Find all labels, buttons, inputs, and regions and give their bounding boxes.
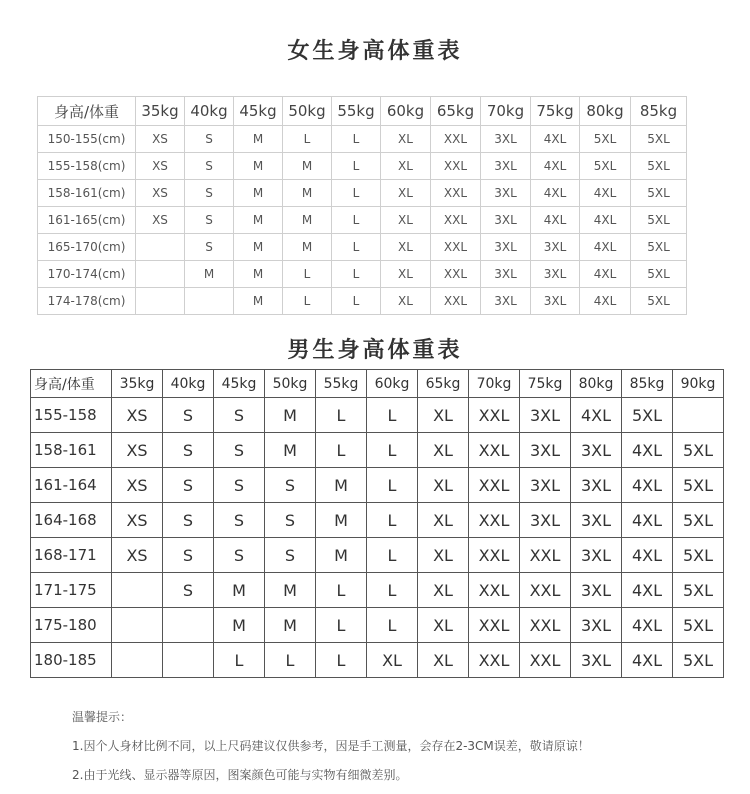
size-cell: 4XL <box>531 207 580 234</box>
size-cell: L <box>283 261 332 288</box>
size-cell: L <box>265 643 316 678</box>
height-range: 161-164 <box>31 468 112 503</box>
size-cell: XXL <box>431 126 481 153</box>
table-row <box>31 573 724 608</box>
size-cell: L <box>316 398 367 433</box>
size-cell: XXL <box>431 234 481 261</box>
men-size-table <box>30 369 724 678</box>
header-weight: 50kg <box>265 370 316 398</box>
size-cell: XS <box>136 180 185 207</box>
height-range: 164-168 <box>31 503 112 538</box>
size-cell: 3XL <box>571 608 622 643</box>
size-cell: XS <box>136 126 185 153</box>
size-cell <box>112 573 163 608</box>
size-cell: L <box>367 538 418 573</box>
size-cell: 3XL <box>531 288 580 315</box>
size-cell: M <box>234 207 283 234</box>
header-weight: 35kg <box>112 370 163 398</box>
size-cell: XL <box>418 608 469 643</box>
size-cell: 3XL <box>481 207 531 234</box>
size-cell: M <box>234 234 283 261</box>
size-cell: M <box>283 234 332 261</box>
table-row <box>38 180 687 207</box>
size-cell: XXL <box>469 398 520 433</box>
size-cell: XS <box>112 468 163 503</box>
size-cell: XXL <box>469 643 520 678</box>
size-cell: S <box>163 433 214 468</box>
men-size-chart-title: 男生身高体重表 <box>287 338 463 363</box>
size-cell: 3XL <box>571 643 622 678</box>
size-cell: L <box>367 433 418 468</box>
size-cell: XL <box>381 153 431 180</box>
header-weight: 45kg <box>214 370 265 398</box>
size-cell: XXL <box>520 538 571 573</box>
size-cell: M <box>316 503 367 538</box>
size-cell: L <box>283 126 332 153</box>
table-header-row <box>38 97 687 126</box>
size-cell: 3XL <box>481 261 531 288</box>
size-cell: XXL <box>520 573 571 608</box>
size-cell: M <box>234 153 283 180</box>
size-cell: 5XL <box>622 398 673 433</box>
size-cell: XL <box>418 573 469 608</box>
table-row <box>38 153 687 180</box>
size-cell: M <box>214 608 265 643</box>
size-cell: 5XL <box>673 538 724 573</box>
size-cell: XS <box>112 503 163 538</box>
table-row <box>31 433 724 468</box>
size-cell: L <box>367 468 418 503</box>
size-cell: S <box>185 234 234 261</box>
header-weight: 65kg <box>418 370 469 398</box>
size-cell: S <box>214 398 265 433</box>
header-weight: 75kg <box>520 370 571 398</box>
height-range: 161-165(cm) <box>38 207 136 234</box>
table-row <box>31 503 724 538</box>
size-cell: 4XL <box>580 180 631 207</box>
size-cell: S <box>265 468 316 503</box>
size-cell: XXL <box>469 503 520 538</box>
table-row <box>38 288 687 315</box>
size-cell: 4XL <box>622 433 673 468</box>
size-cell: L <box>316 433 367 468</box>
size-cell: 4XL <box>580 207 631 234</box>
table-row <box>31 398 724 433</box>
size-cell: M <box>234 126 283 153</box>
size-cell: L <box>332 207 381 234</box>
size-cell: XXL <box>520 643 571 678</box>
height-range: 170-174(cm) <box>38 261 136 288</box>
size-cell: XS <box>136 207 185 234</box>
size-cell: 3XL <box>571 503 622 538</box>
header-height-weight: 身高/体重 <box>38 97 136 126</box>
size-cell: L <box>332 180 381 207</box>
size-cell: 5XL <box>673 468 724 503</box>
size-cell: 3XL <box>571 538 622 573</box>
header-weight: 75kg <box>531 97 580 126</box>
table-row <box>31 468 724 503</box>
table-header-row <box>31 370 724 398</box>
size-cell: XXL <box>431 288 481 315</box>
size-cell: 4XL <box>622 643 673 678</box>
size-cell: S <box>265 503 316 538</box>
size-cell: S <box>214 538 265 573</box>
size-cell: XL <box>381 180 431 207</box>
height-range: 150-155(cm) <box>38 126 136 153</box>
height-range: 158-161(cm) <box>38 180 136 207</box>
size-cell: L <box>332 261 381 288</box>
size-cell: 4XL <box>622 468 673 503</box>
size-cell: 4XL <box>580 234 631 261</box>
size-cell: S <box>214 433 265 468</box>
size-cell <box>136 261 185 288</box>
size-cell: 3XL <box>520 468 571 503</box>
height-range: 175-180 <box>31 608 112 643</box>
women-size-table <box>37 96 687 315</box>
size-cell: XL <box>418 398 469 433</box>
size-cell: 5XL <box>673 643 724 678</box>
size-cell: XL <box>367 643 418 678</box>
header-weight: 40kg <box>185 97 234 126</box>
table-row <box>31 538 724 573</box>
header-weight: 55kg <box>332 97 381 126</box>
size-cell: 4XL <box>580 288 631 315</box>
size-cell: 4XL <box>622 573 673 608</box>
size-cell: 5XL <box>580 126 631 153</box>
size-cell: M <box>316 468 367 503</box>
size-cell: L <box>367 608 418 643</box>
height-range: 180-185 <box>31 643 112 678</box>
size-cell: 5XL <box>673 608 724 643</box>
size-cell: S <box>185 207 234 234</box>
size-cell <box>163 608 214 643</box>
size-cell: M <box>234 261 283 288</box>
size-cell: M <box>234 288 283 315</box>
size-cell: 5XL <box>631 126 687 153</box>
size-cell: XL <box>418 468 469 503</box>
size-cell: S <box>214 468 265 503</box>
size-cell: XL <box>381 288 431 315</box>
size-cell: 3XL <box>481 234 531 261</box>
size-cell: XS <box>112 538 163 573</box>
size-cell: XXL <box>469 608 520 643</box>
size-cell: XL <box>381 207 431 234</box>
size-cell: XS <box>136 153 185 180</box>
size-cell: XL <box>418 538 469 573</box>
header-height-weight: 身高/体重 <box>31 370 112 398</box>
size-cell: XL <box>381 126 431 153</box>
height-range: 171-175 <box>31 573 112 608</box>
size-cell <box>185 288 234 315</box>
size-cell: XL <box>418 433 469 468</box>
header-weight: 50kg <box>283 97 332 126</box>
size-cell: XXL <box>469 538 520 573</box>
size-cell: 4XL <box>571 398 622 433</box>
size-cell: M <box>265 608 316 643</box>
size-cell: XL <box>381 234 431 261</box>
size-cell: S <box>163 503 214 538</box>
size-cell: L <box>367 398 418 433</box>
height-range: 155-158 <box>31 398 112 433</box>
tips-line-2: 2.由于光线、显示器等原因，图案颜色可能与实物有细微差别。 <box>72 768 408 782</box>
size-cell: M <box>316 538 367 573</box>
size-cell <box>136 288 185 315</box>
size-cell: M <box>265 433 316 468</box>
header-weight: 70kg <box>481 97 531 126</box>
size-cell: S <box>265 538 316 573</box>
size-cell: L <box>367 503 418 538</box>
size-cell: L <box>332 288 381 315</box>
size-cell: 5XL <box>631 234 687 261</box>
size-cell: S <box>163 573 214 608</box>
size-cell: XXL <box>469 573 520 608</box>
tips-line-1: 1.因个人身材比例不同，以上尺码建议仅供参考，因是手工测量，会存在2-3CM误差，敬请原谅！ <box>72 739 590 753</box>
size-cell: 4XL <box>531 153 580 180</box>
size-cell: 4XL <box>580 261 631 288</box>
size-cell: 3XL <box>520 398 571 433</box>
header-weight: 80kg <box>580 97 631 126</box>
header-weight: 85kg <box>631 97 687 126</box>
size-cell: 3XL <box>571 573 622 608</box>
tips-heading: 温馨提示： <box>72 710 133 724</box>
size-cell: S <box>185 180 234 207</box>
size-cell: M <box>214 573 265 608</box>
size-cell: 4XL <box>622 608 673 643</box>
size-cell: 3XL <box>481 180 531 207</box>
size-cell: M <box>283 207 332 234</box>
height-range: 155-158(cm) <box>38 153 136 180</box>
size-cell <box>136 234 185 261</box>
women-size-chart-title: 女生身高体重表 <box>287 39 463 64</box>
size-cell: XXL <box>431 180 481 207</box>
size-cell: 5XL <box>673 503 724 538</box>
size-cell: 3XL <box>531 261 580 288</box>
height-range: 174-178(cm) <box>38 288 136 315</box>
size-cell: L <box>316 573 367 608</box>
size-cell: M <box>265 573 316 608</box>
size-cell: M <box>185 261 234 288</box>
size-cell: 3XL <box>571 468 622 503</box>
size-cell: 5XL <box>631 180 687 207</box>
size-cell: S <box>185 153 234 180</box>
size-cell: 5XL <box>673 573 724 608</box>
size-cell: M <box>283 153 332 180</box>
size-cell: XXL <box>469 468 520 503</box>
size-cell: XL <box>418 643 469 678</box>
size-cell: XL <box>381 261 431 288</box>
size-cell: M <box>234 180 283 207</box>
size-cell: 3XL <box>481 288 531 315</box>
size-cell: 3XL <box>520 433 571 468</box>
size-cell: L <box>283 288 332 315</box>
table-row <box>31 643 724 678</box>
size-cell: L <box>316 643 367 678</box>
size-cell: S <box>163 398 214 433</box>
size-cell: XS <box>112 398 163 433</box>
height-range: 165-170(cm) <box>38 234 136 261</box>
size-cell: XS <box>112 433 163 468</box>
header-weight: 65kg <box>431 97 481 126</box>
tips-section <box>72 707 590 794</box>
size-cell: M <box>283 180 332 207</box>
height-range: 158-161 <box>31 433 112 468</box>
size-cell: 3XL <box>481 153 531 180</box>
size-cell: L <box>332 153 381 180</box>
header-weight: 60kg <box>367 370 418 398</box>
size-cell: 5XL <box>631 207 687 234</box>
table-row <box>38 126 687 153</box>
size-cell: L <box>214 643 265 678</box>
size-cell: 5XL <box>580 153 631 180</box>
size-cell: 5XL <box>631 288 687 315</box>
size-cell: 4XL <box>531 180 580 207</box>
size-cell: XL <box>418 503 469 538</box>
header-weight: 80kg <box>571 370 622 398</box>
size-cell: XXL <box>520 608 571 643</box>
size-cell: S <box>214 503 265 538</box>
height-range: 168-171 <box>31 538 112 573</box>
size-cell: L <box>367 573 418 608</box>
table-row <box>38 261 687 288</box>
header-weight: 90kg <box>673 370 724 398</box>
size-cell: 3XL <box>531 234 580 261</box>
size-cell: L <box>332 234 381 261</box>
header-weight: 35kg <box>136 97 185 126</box>
size-cell: XXL <box>469 433 520 468</box>
size-cell: 3XL <box>571 433 622 468</box>
size-cell: XXL <box>431 207 481 234</box>
size-cell <box>673 398 724 433</box>
size-cell: L <box>316 608 367 643</box>
table-row <box>38 207 687 234</box>
size-cell: 3XL <box>481 126 531 153</box>
table-row <box>38 234 687 261</box>
size-cell <box>112 643 163 678</box>
size-cell: 5XL <box>631 153 687 180</box>
header-weight: 55kg <box>316 370 367 398</box>
size-cell: 5XL <box>631 261 687 288</box>
size-cell: XXL <box>431 261 481 288</box>
size-cell <box>163 643 214 678</box>
size-cell: L <box>332 126 381 153</box>
header-weight: 70kg <box>469 370 520 398</box>
size-cell: 4XL <box>622 503 673 538</box>
size-cell: M <box>265 398 316 433</box>
size-cell: 3XL <box>520 503 571 538</box>
size-cell: S <box>163 538 214 573</box>
size-cell: S <box>163 468 214 503</box>
header-weight: 40kg <box>163 370 214 398</box>
size-cell: S <box>185 126 234 153</box>
size-cell: XXL <box>431 153 481 180</box>
table-row <box>31 608 724 643</box>
header-weight: 45kg <box>234 97 283 126</box>
size-cell: 4XL <box>622 538 673 573</box>
size-cell <box>112 608 163 643</box>
size-cell: 4XL <box>531 126 580 153</box>
size-cell: 5XL <box>673 433 724 468</box>
header-weight: 85kg <box>622 370 673 398</box>
header-weight: 60kg <box>381 97 431 126</box>
